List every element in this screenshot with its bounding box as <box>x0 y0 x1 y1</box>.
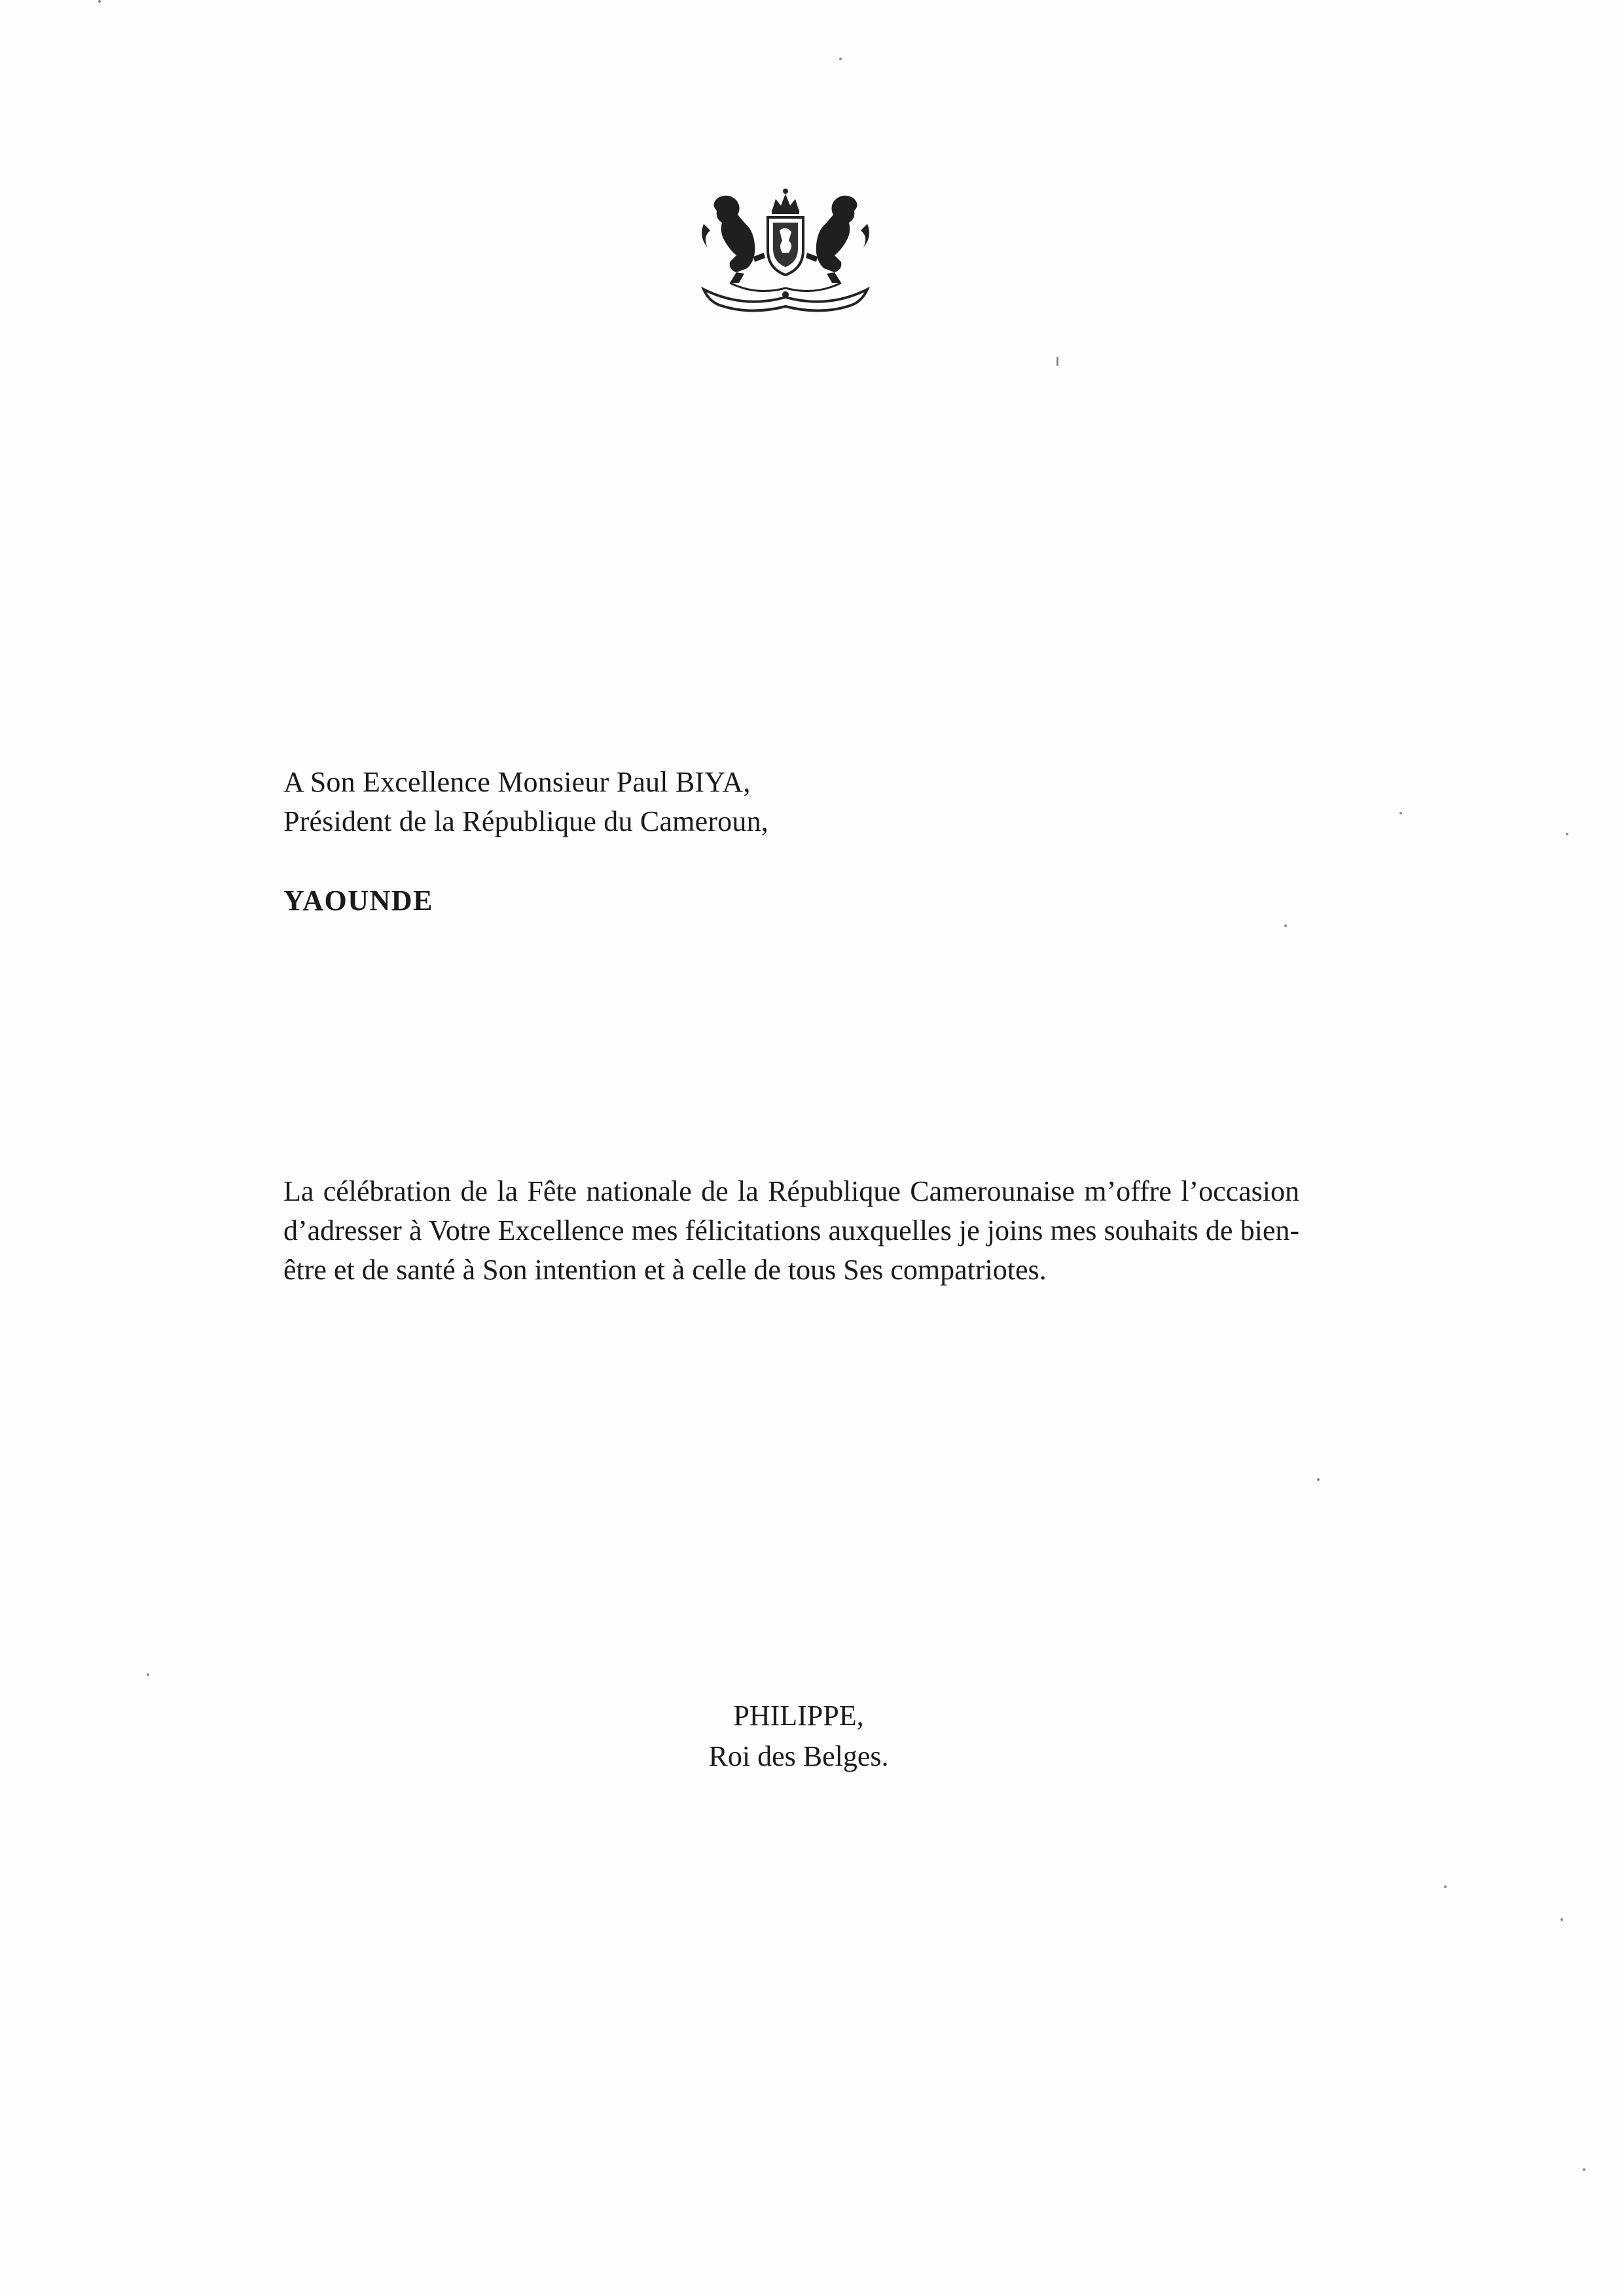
addressee-line-2: Président de la République du Cameroun, <box>283 805 768 837</box>
signature-block <box>615 1696 982 1777</box>
scan-speck <box>1583 2168 1585 2171</box>
destination-city: YAOUNDE <box>283 884 433 917</box>
scan-speck <box>1444 1886 1447 1888</box>
scan-speck <box>1056 357 1058 366</box>
scan-speck <box>839 58 842 60</box>
scan-speck <box>98 0 101 3</box>
scan-speck <box>1566 833 1568 835</box>
royal-coat-of-arms-icon <box>691 185 880 316</box>
scan-speck <box>147 1673 149 1676</box>
scan-speck <box>1399 812 1402 814</box>
addressee-line-1: A Son Excellence Monsieur Paul BIYA, <box>283 766 751 798</box>
scan-speck <box>1284 924 1287 927</box>
signatory-name: PHILIPPE, <box>733 1700 864 1732</box>
signatory-title: Roi des Belges. <box>708 1740 889 1772</box>
scan-speck <box>1317 1478 1320 1481</box>
addressee-block <box>283 763 768 841</box>
letter-body: La célébration de la Fête nationale de la République Camerounaise m’offre l’occasion d’adresser à Votre Excellence mes félicitations auxquelles je joins mes souhaits de bien-être et de santé à Son intention et à celle de tous Ses compatriotes. <box>283 1175 1299 1286</box>
scan-speck <box>1561 1918 1563 1921</box>
